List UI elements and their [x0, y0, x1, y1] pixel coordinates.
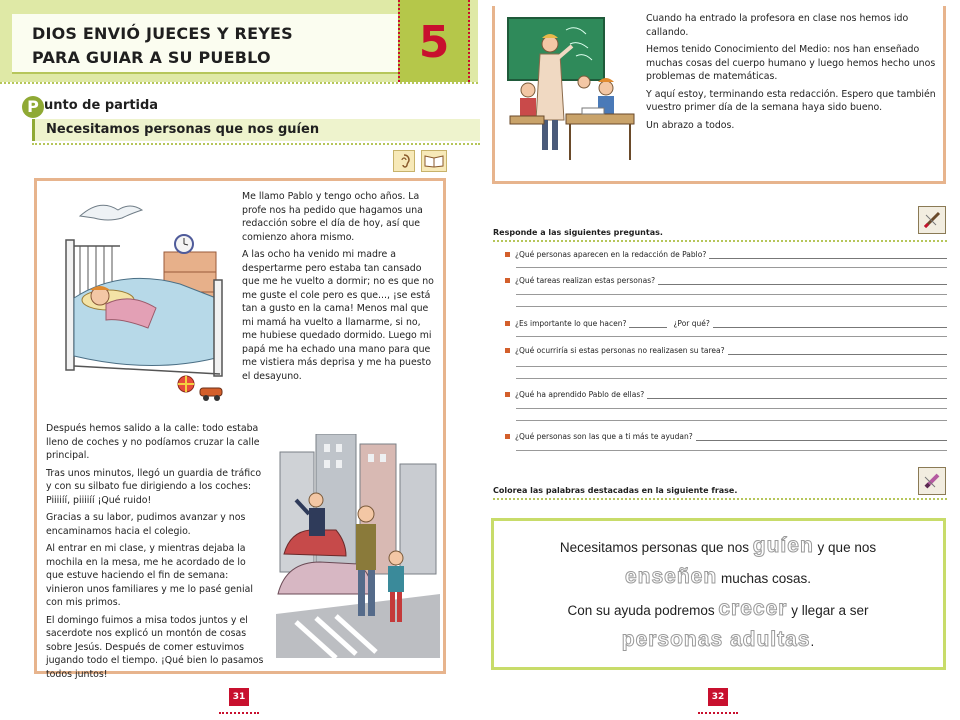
question-text: ¿Qué tareas realizan estas personas? [515, 276, 656, 285]
story-paragraph: Gracias a su labor, pudimos avanzar y nos encaminamos hacia el colegio. [46, 512, 246, 537]
sentence-text: . [810, 634, 815, 649]
story-paragraph: A las ocho ha venido mi madre a despertarme pero estaba tan cansado que me he vuelto a dormir; no es que no me guste el cole pero es que..., ¡se está tan a gusto en la cama! Menos mal que mi mamá ha vuelto a llamarme, si no, me hubiese quedado dormido. Luego mi papá me ha echado una mano para que me vistiera más deprisa y me ha puesto el desayuno. [242, 249, 434, 382]
question-row [505, 250, 947, 259]
subtitle-divider [32, 143, 480, 145]
page-number-31-wrap [229, 688, 249, 706]
story-paragraph: Cuando ha entrado la profesora en clase nos hemos ido callando. [646, 13, 909, 38]
sentence-line-2 [495, 565, 941, 589]
questions-heading: Responde a las siguientes preguntas. [493, 228, 663, 237]
answer-line[interactable] [658, 277, 947, 285]
colorea-heading: Colorea las palabras destacadas en la siguiente frase. [493, 486, 738, 495]
highlighted-word[interactable]: crecer [718, 597, 788, 620]
question-bullet [505, 392, 510, 397]
highlighted-word[interactable]: personas adultas [621, 628, 811, 651]
story-intro [242, 190, 438, 387]
sentence-text: Necesitamos personas que nos [559, 540, 750, 555]
sentence-text: y llegar a ser [791, 603, 869, 618]
sentence-line-3 [495, 597, 941, 621]
pencil-icon [918, 206, 946, 234]
answer-line[interactable] [516, 294, 947, 295]
question-bullet [505, 321, 510, 326]
story-paragraph: Tras unos minutos, llegó un guardia de tráfico y con su silbato fue dirigiendo a los coches: Piiiiíí, piiiiíí ¡Qué ruido! [46, 467, 262, 506]
title-divider [0, 82, 478, 84]
unit-number: 5 [418, 17, 450, 68]
answer-line[interactable] [516, 408, 947, 409]
sentence-text: muchas cosas. [720, 571, 811, 586]
question-bullet [505, 252, 510, 257]
book-icon [421, 150, 447, 172]
story-paragraph: Hemos tenido Conocimiento del Medio: nos han enseñado muchas cosas del cuerpo humano y luego hemos hecho unos problemas de matemáticas. [646, 44, 936, 82]
question-row [505, 276, 947, 285]
unit-title-line1: DIOS ENVIÓ JUECES Y REYES [32, 24, 293, 43]
sentence-line-4 [495, 628, 941, 652]
question-row [505, 390, 947, 399]
highlighted-word[interactable]: enseñen [624, 565, 718, 588]
street-illustration [276, 434, 440, 658]
page-number: 31 [229, 688, 249, 706]
section-letter-badge: P [22, 96, 44, 118]
story-paragraph: Un abrazo a todos. [646, 119, 735, 131]
question-row [505, 432, 947, 441]
question-row [505, 346, 947, 355]
question-bullet [505, 434, 510, 439]
story-paragraph: El domingo fuimos a misa todos juntos y el sacerdote nos explicó un montón de cosas sobre Jesús. Después de comer estuvimos jugando todo el tiempo. ¡Qué bien lo pasamos todos juntos! [46, 614, 264, 680]
page-dots [698, 712, 738, 714]
crayon-icon [918, 467, 946, 495]
classroom-illustration [506, 10, 636, 170]
questions-divider [493, 240, 947, 242]
sentence-text: Con su ayuda podremos [567, 603, 715, 618]
story-rest [46, 422, 264, 685]
answer-line[interactable] [696, 433, 947, 441]
question-text: ¿Qué ocurriría si estas personas no realizasen su tarea? [515, 346, 725, 355]
answer-line[interactable] [516, 378, 947, 379]
question-text: ¿Es importante lo que hacen? [515, 319, 627, 328]
answer-line[interactable] [516, 267, 947, 268]
answer-line[interactable] [516, 366, 947, 367]
question-bullet [505, 348, 510, 353]
unit-title-line2: PARA GUIAR A SU PUEBLO [32, 48, 271, 67]
bedroom-illustration [60, 188, 232, 406]
story-paragraph: Me llamo Pablo y tengo ocho años. La profe nos ha pedido que hagamos una redacción sobre el día de hoy, así que comienzo ahora mismo. [242, 191, 423, 243]
question-row [505, 319, 947, 328]
question-text: ¿Qué personas son las que a ti más te ayudan? [515, 432, 693, 441]
story-paragraph: Al entrar en mi clase, y mientras dejaba la mochila en la mesa, me he acordado de lo que estuve haciendo el fin de semana: vinieron unos familiares y me lo pasé genial con mis primos. [46, 543, 253, 608]
story-paragraph: Y aquí estoy, terminando esta redacción. Espero que también vuestro primer día de la semana haya sido bueno. [646, 88, 936, 113]
answer-line[interactable] [713, 320, 947, 328]
answer-line[interactable] [516, 336, 947, 337]
answer-line[interactable] [709, 251, 947, 259]
question-text: ¿Qué personas aparecen en la redacción de Pablo? [515, 250, 707, 259]
story-paragraph: Después hemos salido a la calle: todo estaba lleno de coches y no podíamos cruzar la calle principal. [46, 423, 260, 461]
ear-icon [393, 150, 415, 172]
answer-line[interactable] [516, 450, 947, 451]
answer-line[interactable] [728, 347, 947, 355]
page-number-32-wrap [708, 688, 728, 706]
why-label: ¿Por qué? [673, 319, 710, 328]
answer-line[interactable] [629, 320, 667, 328]
sentence-line-1 [495, 534, 941, 558]
answer-line[interactable] [647, 391, 947, 399]
subtitle: Necesitamos personas que nos guíen [46, 122, 320, 137]
page-dots [219, 712, 259, 714]
question-text: ¿Qué ha aprendido Pablo de ellas? [515, 390, 645, 399]
question-bullet [505, 278, 510, 283]
highlighted-word[interactable]: guíen [752, 534, 814, 557]
page-number: 32 [708, 688, 728, 706]
unit-title [32, 22, 392, 70]
answer-line[interactable] [516, 306, 947, 307]
sentence-text: y que nos [817, 540, 877, 555]
section-title: unto de partida [44, 98, 159, 113]
story-continuation [646, 12, 940, 136]
answer-line[interactable] [516, 420, 947, 421]
colorea-divider [493, 498, 947, 500]
